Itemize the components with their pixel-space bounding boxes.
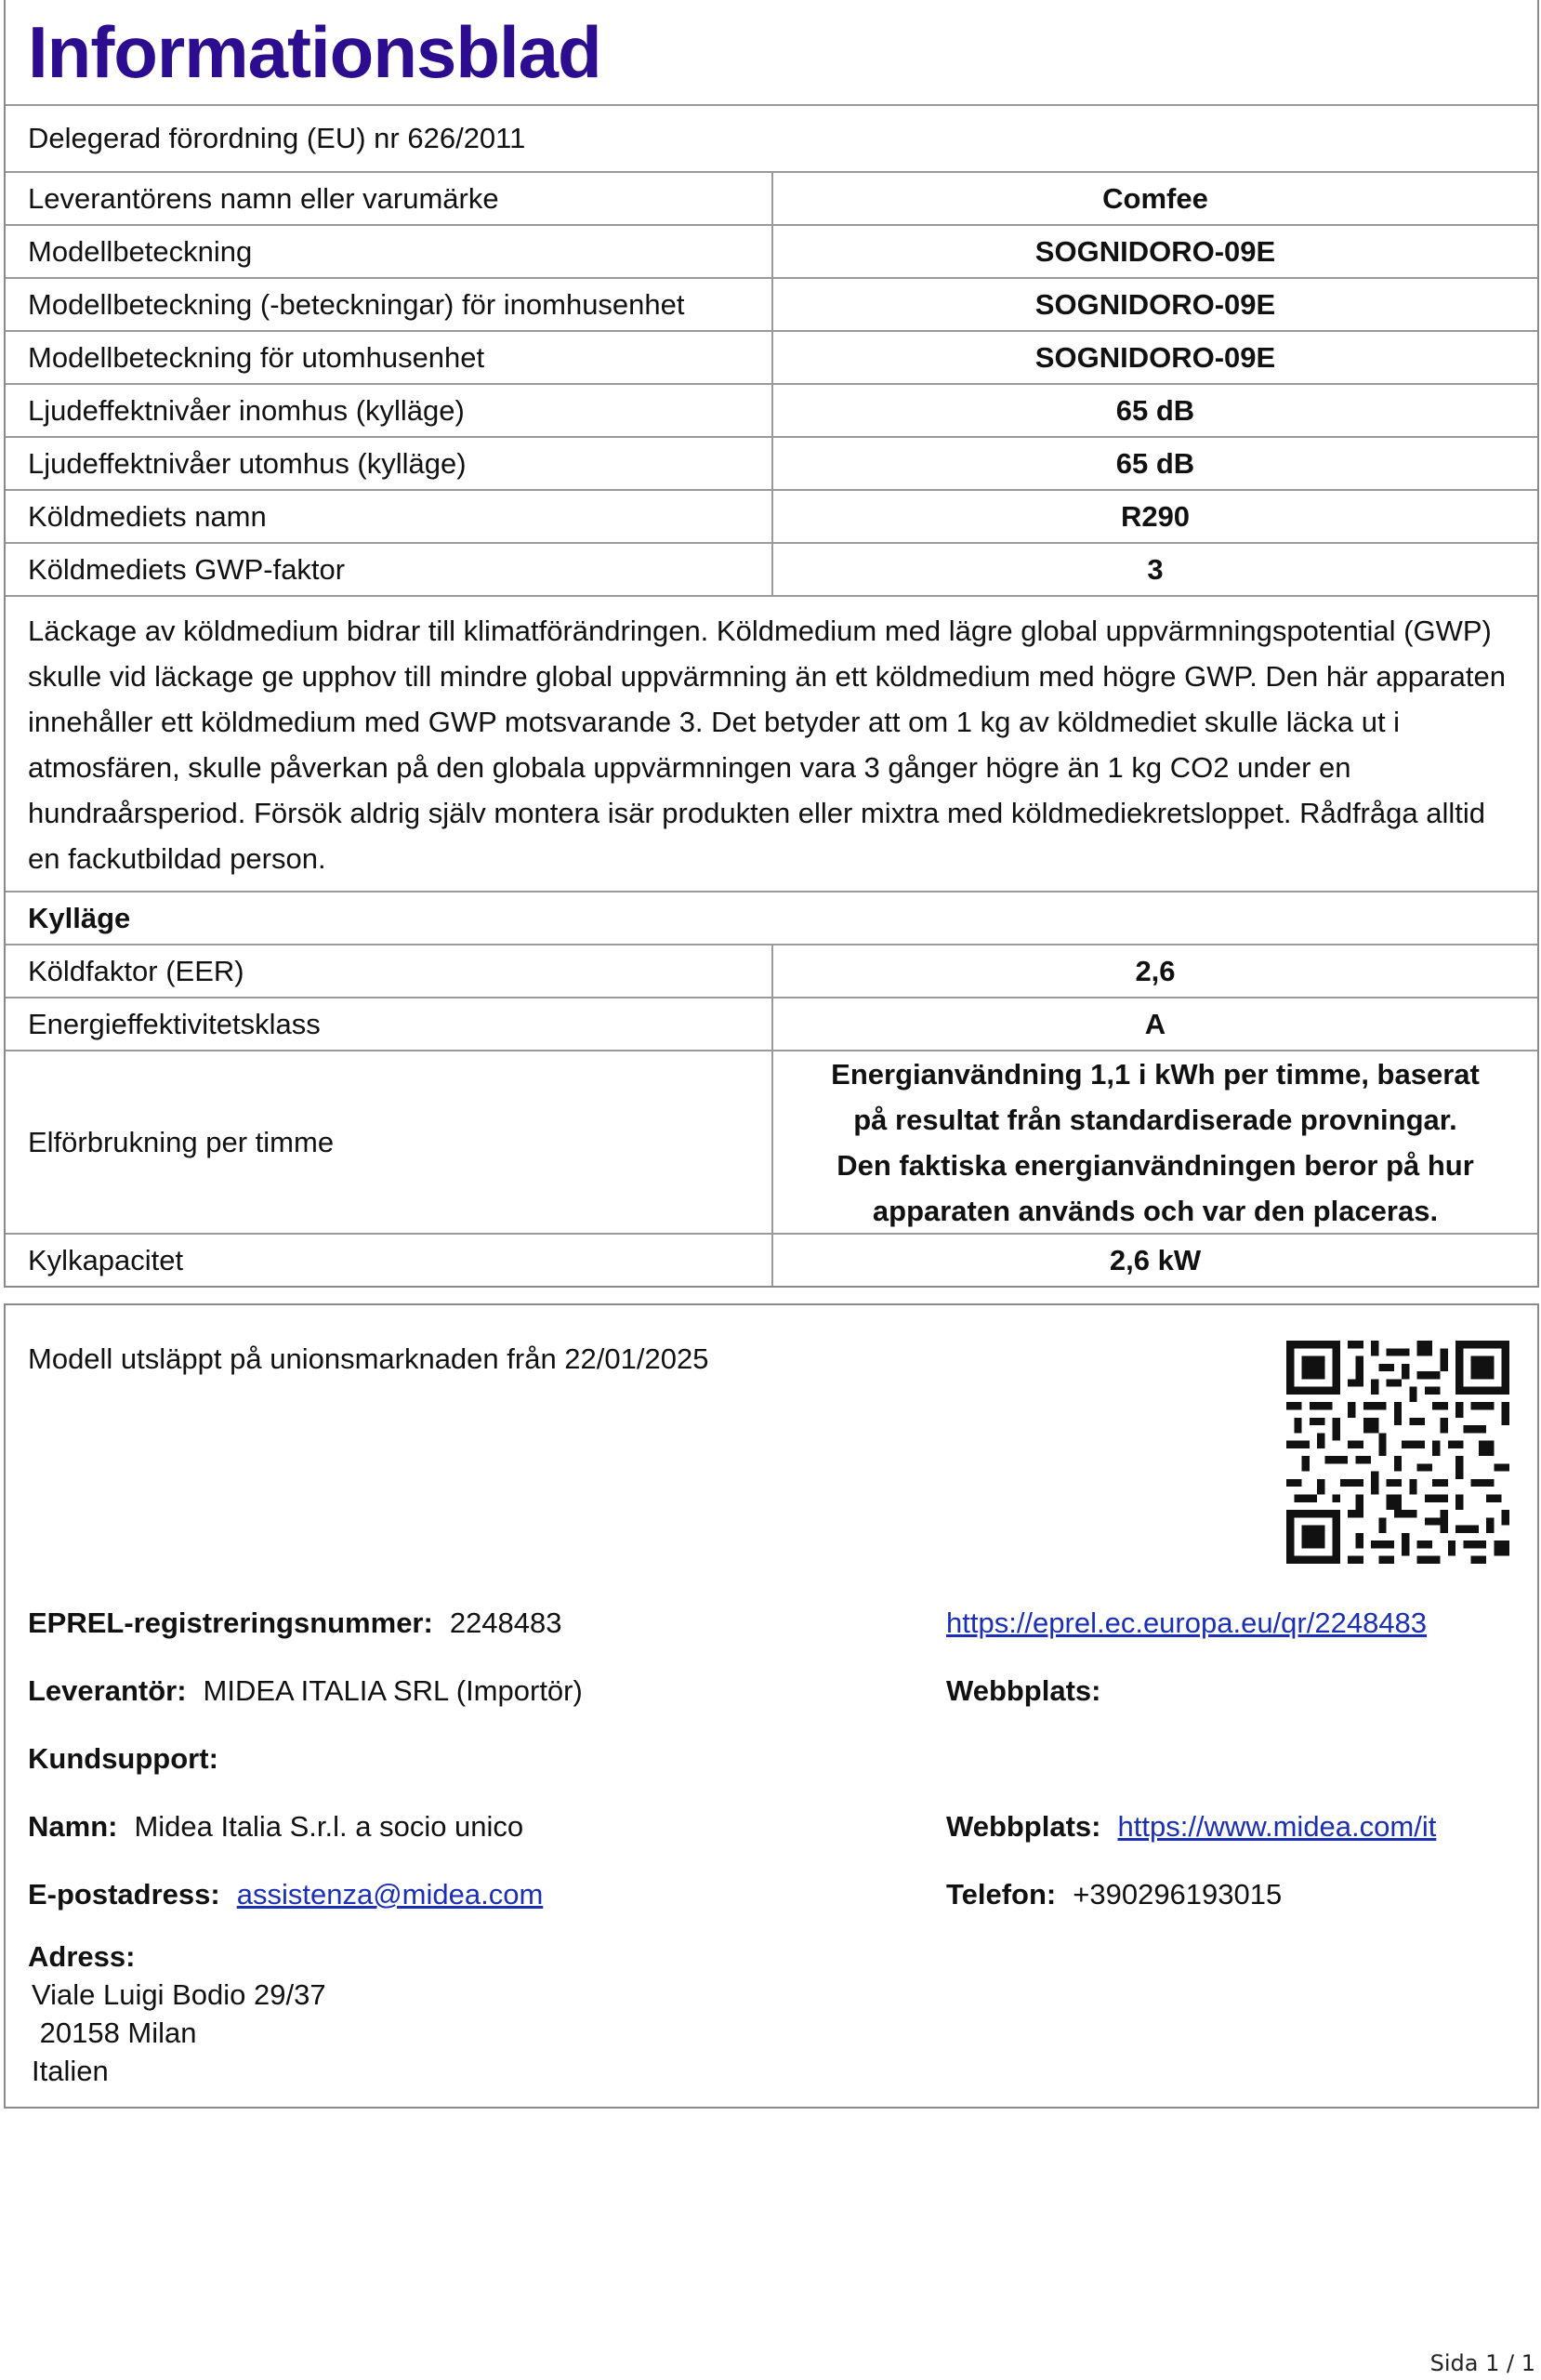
eprel-line <box>28 1603 562 1644</box>
support-website-line <box>946 1806 1436 1847</box>
spec-table <box>6 171 1537 595</box>
address-line: 20158 Milan <box>32 2016 197 2049</box>
supplier-label: Leverantör: <box>28 1674 187 1707</box>
spec-label: Modellbeteckning <box>6 226 773 277</box>
cooling-label: Elförbrukning per timme <box>6 1051 773 1233</box>
page-number: Sida 1 / 1 <box>1429 2350 1535 2376</box>
eprel-label: EPREL-registreringsnummer: <box>28 1606 433 1639</box>
eprel-link[interactable]: https://eprel.ec.europa.eu/qr/2248483 <box>946 1606 1428 1639</box>
support-email-label: E-postadress: <box>28 1878 220 1911</box>
spec-row <box>6 277 1537 330</box>
cooling-value: 2,6 <box>1135 954 1176 987</box>
cooling-value: A <box>1144 1007 1166 1040</box>
supplier-name: MIDEA ITALIA SRL (Importör) <box>203 1674 583 1707</box>
address-line: Italien <box>32 2055 109 2087</box>
support-phone-label: Telefon: <box>946 1878 1057 1911</box>
cooling-label: Köldfaktor (EER) <box>6 945 773 997</box>
support-name: Midea Italia S.r.l. a socio unico <box>134 1810 524 1843</box>
supplier-website-label: Webbplats: <box>946 1674 1101 1707</box>
cooling-label: Energieffektivitetsklass <box>6 998 773 1050</box>
address-line: Viale Luigi Bodio 29/37 <box>32 1978 326 2011</box>
refrigerant-notice: Läckage av köldmedium bidrar till klimatförändringen. Köldmedium med lägre global uppvärmningspotential (GWP) skulle vid läckage ge upphov till mindre global uppvärmning än ett köldmedium med högre GWP. Den här apparaten innehåller ett köldmedium med GWP motsvarande 3. Det betyder att om 1 kg av köldmediet skulle läcka ut i atmosfären, skulle påverkan på den globala uppvärmningen vara 3 gånger högre än 1 kg CO2 under en hundraårsperiod. Försök aldrig själv montera isär produkten eller mixtra med köldmediekretsloppet. Rådfråga alltid en fackutbildad person. <box>6 595 1537 891</box>
regulation: Delegerad förordning (EU) nr 626/2011 <box>6 104 1537 171</box>
support-website-link[interactable]: https://www.midea.com/it <box>1117 1810 1437 1843</box>
support-phone: +390296193015 <box>1073 1878 1283 1911</box>
spec-value: 3 <box>1147 552 1164 586</box>
spec-value: Comfee <box>1102 181 1208 215</box>
support-email-line <box>28 1874 543 1915</box>
spec-label: Ljudeffektnivåer inomhus (kylläge) <box>6 385 773 436</box>
cooling-value: 2,6 kW <box>1109 1243 1202 1276</box>
cooling-row <box>6 997 1537 1050</box>
spec-value: SOGNIDORO-09E <box>1034 234 1276 268</box>
spec-value: SOGNIDORO-09E <box>1034 340 1276 374</box>
supplier-line <box>28 1671 583 1712</box>
support-name-line <box>28 1806 523 1847</box>
information-sheet <box>4 0 1539 1288</box>
support-email-link[interactable]: assistenza@midea.com <box>236 1878 544 1911</box>
spec-row <box>6 383 1537 436</box>
cooling-heading: Kylläge <box>6 891 1537 944</box>
eprel-number: 2248483 <box>449 1606 562 1639</box>
cooling-value: Energianvändning 1,1 i kWh per timme, baserat på resultat från standardiserade provningar. Den faktiska energianvändningen beror på hur apparaten används och var den placeras. <box>831 1057 1480 1227</box>
spec-label: Köldmediets GWP-faktor <box>6 544 773 595</box>
support-heading <box>28 1739 235 1779</box>
cooling-row <box>6 944 1537 997</box>
spec-row <box>6 330 1537 383</box>
spec-row <box>6 489 1537 542</box>
spec-label: Köldmediets namn <box>6 491 773 542</box>
cooling-row <box>6 1050 1537 1233</box>
spec-label: Leverantörens namn eller varumärke <box>6 173 773 224</box>
support-phone-line <box>946 1874 1282 1915</box>
support-heading-label: Kundsupport: <box>28 1742 218 1775</box>
spec-value: SOGNIDORO-09E <box>1034 287 1276 321</box>
supplier-box <box>4 1303 1539 2109</box>
release-date: Modell utsläppt på unionsmarknaden från 22/01/2025 <box>28 1342 709 1375</box>
support-name-label: Namn: <box>28 1810 118 1843</box>
spec-label: Ljudeffektnivåer utomhus (kylläge) <box>6 438 773 489</box>
spec-value: 65 dB <box>1115 446 1195 480</box>
supplier-website-line <box>946 1671 1118 1712</box>
spec-label: Modellbeteckning för utomhusenhet <box>6 332 773 383</box>
spec-value: R290 <box>1120 499 1191 533</box>
support-address <box>28 1937 326 2090</box>
qr-code-icon[interactable] <box>1286 1341 1509 1564</box>
spec-row <box>6 224 1537 277</box>
spec-row <box>6 171 1537 224</box>
page-title: Informationsblad <box>28 10 601 93</box>
support-website-label: Webbplats: <box>946 1810 1101 1843</box>
spec-value: 65 dB <box>1115 393 1195 427</box>
spec-row <box>6 542 1537 595</box>
address-label: Adress: <box>28 1940 136 1973</box>
spec-row <box>6 436 1537 489</box>
cooling-label: Kylkapacitet <box>6 1235 773 1286</box>
cooling-row <box>6 1233 1537 1286</box>
eprel-url-line <box>946 1603 1427 1644</box>
spec-label: Modellbeteckning (-beteckningar) för inomhusenhet <box>6 279 773 330</box>
